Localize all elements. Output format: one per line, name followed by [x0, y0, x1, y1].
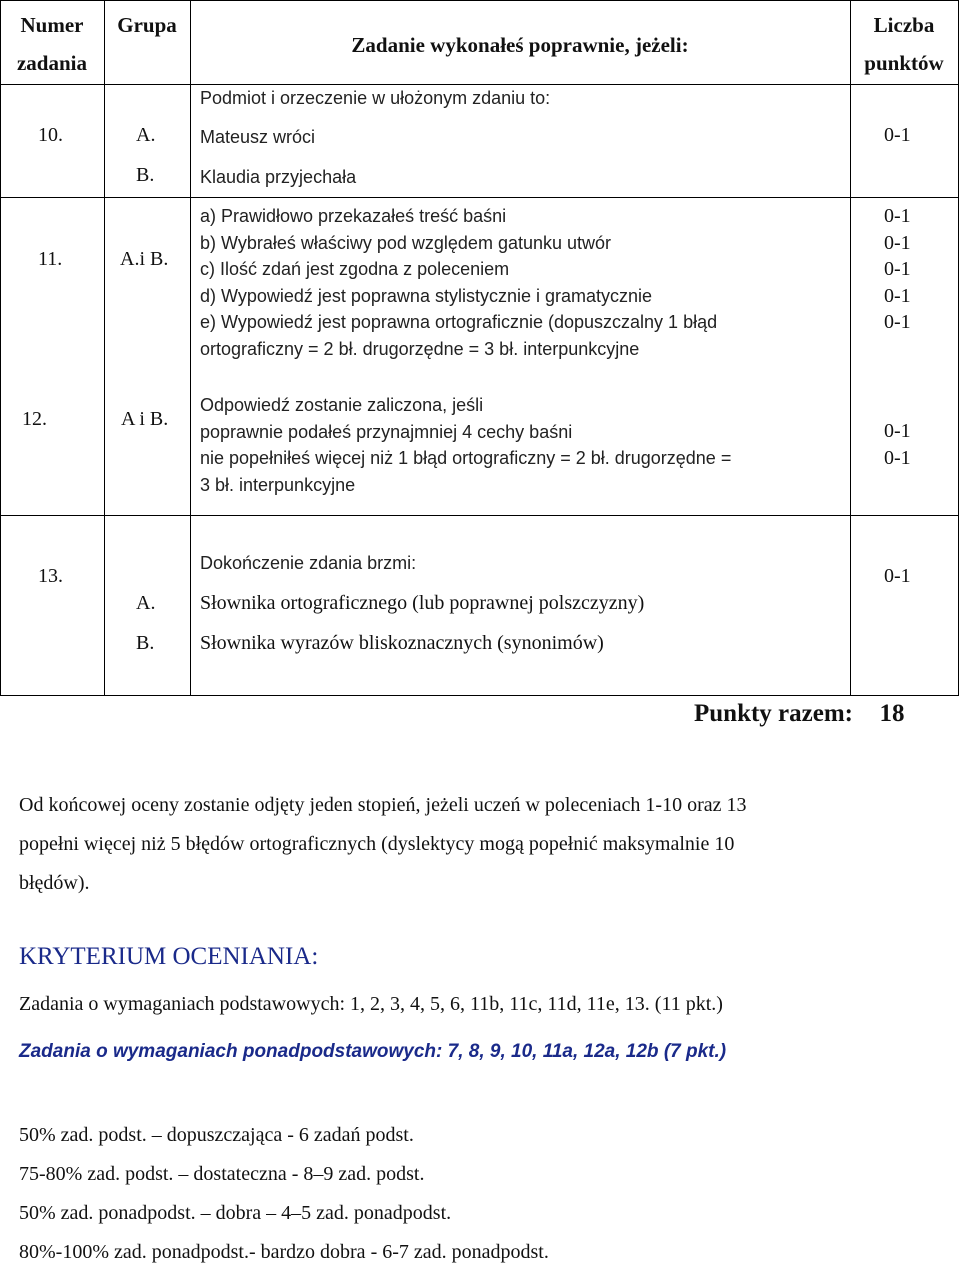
criteria-item: nie popełniłeś więcej niż 1 błąd ortograficzny = 2 bł. drugorzędne =: [200, 448, 732, 468]
row10-intro: Podmiot i orzeczenie w ułożonym zdaniu to:: [200, 88, 551, 108]
criteria-item: Odpowiedź zostanie zaliczona, jeśli: [200, 395, 484, 415]
criteria-item: b) Wybrałeś właściwy pod względem gatunku utwór: [200, 232, 612, 253]
row10-answer-b: Klaudia przyjechała: [200, 167, 357, 187]
criteria-item: c) Ilość zdań jest zgodna z poleceniem: [200, 259, 510, 279]
total-label: Punkty razem:: [694, 700, 853, 727]
basic-requirements: Zadania o wymaganiach podstawowych: 1, 2, 3, 4, 5, 6, 11b, 11c, 11d, 11e, 13. (11 pkt.): [19, 993, 723, 1015]
row13-answer-b: Słownika wyrazów bliskoznacznych (synonimów): [200, 632, 604, 654]
row11-criteria: [200, 203, 717, 362]
row13-points: 0-1: [884, 565, 911, 587]
grade-item: 80%-100% zad. ponadpodst.- bardzo dobra - 6-7 zad. ponadpodst.: [19, 1241, 549, 1263]
points-item: 0-1: [884, 231, 911, 254]
points-item: 0-1: [884, 311, 911, 333]
note-line: błędów).: [19, 872, 90, 894]
header-liczba: [850, 6, 958, 82]
note-line: Od końcowej oceny zostanie odjęty jeden stopień, jeżeli uczeń w poleceniach 1-10 oraz 13: [19, 794, 747, 816]
row12-points: [884, 418, 911, 471]
header-numer-line2: zadania: [16, 51, 87, 75]
criteria-item: a) Prawidłowo przekazałeś treść baśni: [200, 206, 507, 226]
total-value: 18: [879, 700, 905, 727]
row10-points: 0-1: [884, 124, 911, 146]
row11-points: [884, 203, 911, 336]
table-border-left: [0, 0, 1, 696]
table-border-top: [0, 0, 959, 1]
header-numer: [0, 6, 104, 82]
table-border-right: [958, 0, 959, 696]
table-divider: [0, 84, 959, 85]
criteria-item: ortograficzny = 2 bł. drugorzędne = 3 bł. interpunkcyjne: [200, 338, 640, 359]
points-item: 0-1: [884, 284, 911, 307]
row10-answer-a: Mateusz wróci: [200, 127, 316, 147]
row13-group-a: A.: [136, 592, 156, 614]
table-border-bottom: [0, 695, 959, 696]
row13-answer-a: Słownika ortograficznego (lub poprawnej polszczyzny): [200, 592, 645, 614]
criteria-heading: KRYTERIUM OCENIANIA:: [19, 943, 319, 970]
grade-item: 50% zad. ponadpodst. – dobra – 4–5 zad. ponadpodst.: [19, 1202, 452, 1224]
row12-criteria: [200, 392, 731, 498]
total-points: [694, 700, 905, 728]
table-divider: [0, 515, 959, 516]
header-numer-line1: Numer: [20, 13, 84, 37]
row12-group: A i B.: [121, 408, 169, 430]
note-paragraph: [19, 786, 747, 903]
advanced-requirements: Zadania o wymaganiach ponadpodstawowych: 7, 8, 9, 10, 11a, 12a, 12b (7 pkt.): [19, 1041, 727, 1062]
grade-item: 50% zad. podst. – dopuszczająca - 6 zadań podst.: [19, 1124, 414, 1146]
row10-number: 10.: [38, 124, 63, 146]
header-liczba-line2: punktów: [864, 51, 944, 75]
row11-number: 11.: [38, 248, 63, 270]
points-item: 0-1: [884, 205, 911, 227]
criteria-item: e) Wypowiedź jest poprawna ortograficznie (dopuszczalny 1 błąd: [200, 312, 718, 332]
table-divider: [190, 0, 191, 696]
note-line: popełni więcej niż 5 błędów ortograficznych (dyslektycy mogą popełnić maksymalnie 10: [19, 833, 735, 855]
grade-item: 75-80% zad. podst. – dostateczna - 8–9 zad. podst.: [19, 1163, 425, 1185]
row12-number: 12.: [22, 408, 47, 430]
row11-group: A.i B.: [120, 248, 169, 270]
criteria-item: d) Wypowiedź jest poprawna stylistycznie i gramatycznie: [200, 285, 653, 306]
grades-list: [19, 1116, 549, 1272]
row13-number: 13.: [38, 565, 63, 587]
row13-group-b: B.: [136, 632, 155, 654]
row10-group-b: B.: [136, 164, 155, 186]
table-divider: [0, 197, 959, 198]
points-item: 0-1: [884, 420, 911, 442]
header-grupa: Grupa: [117, 13, 177, 37]
row13-intro: Dokończenie zdania brzmi:: [200, 553, 417, 573]
header-criteria: Zadanie wykonałeś poprawnie, jeżeli:: [351, 33, 689, 57]
criteria-item: 3 bł. interpunkcyjne: [200, 474, 356, 495]
header-liczba-line1: Liczba: [873, 13, 935, 37]
points-item: 0-1: [884, 258, 911, 280]
criteria-item: poprawnie podałeś przynajmniej 4 cechy baśni: [200, 421, 573, 442]
table-divider: [104, 0, 105, 696]
table-divider: [850, 0, 851, 696]
row10-group-a: A.: [136, 124, 156, 146]
points-item: 0-1: [884, 446, 911, 469]
